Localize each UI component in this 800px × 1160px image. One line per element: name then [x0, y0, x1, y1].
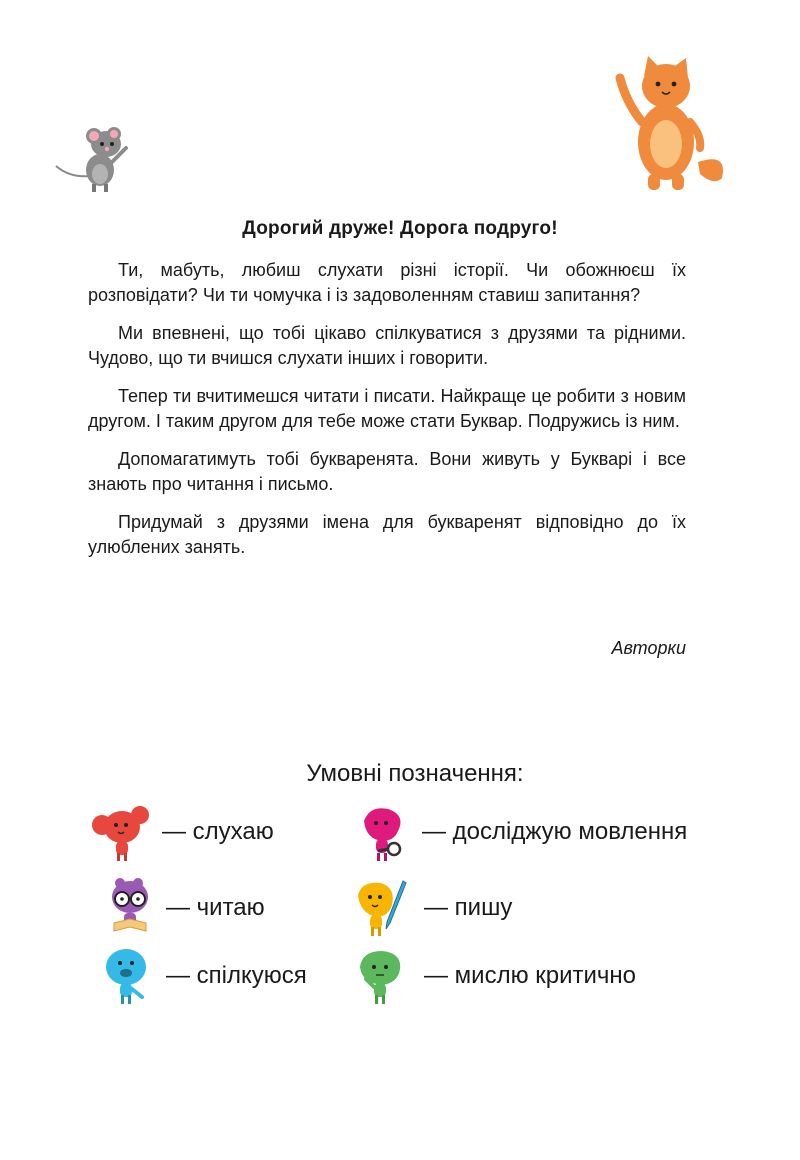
- yellow-character-pen-icon: [352, 877, 414, 939]
- paragraph: Допомагатимуть тобі букваренята. Вони живуть у Букварі і все знають про читання і письмо.: [88, 449, 686, 494]
- legend-label: — мислю критично: [424, 962, 637, 989]
- legend-title: Умовні позначення:: [306, 760, 524, 787]
- legend-item-think-critically: [352, 944, 636, 1008]
- purple-character-glasses-icon: [104, 877, 156, 939]
- legend-item-write: [352, 876, 512, 940]
- paragraph: Ми впевнені, що тобі цікаво спілкуватися з друзями та рідними. Чудово, що ти вчишся слухати інших і говорити.: [88, 323, 686, 368]
- green-character-think-icon: [352, 945, 414, 1007]
- orange-cat-icon: [610, 52, 732, 192]
- blue-character-talk-icon: [100, 945, 156, 1007]
- legend-item-read: [104, 876, 265, 940]
- legend-item-explore-speech: [350, 800, 687, 864]
- paragraph: Придумай з друзями імена для букваренят відповідно до їх улюблених занять.: [88, 512, 686, 557]
- signature: Авторки: [611, 638, 686, 658]
- legend-label: — досліджую мовлення: [422, 818, 688, 845]
- legend-label: — слухаю: [162, 818, 274, 845]
- paragraph: Ти, мабуть, любиш слухати різні історії. Чи обожнюєш їх розповідати? Чи ти чомучка і із задоволенням ставиш запитання?: [88, 260, 686, 305]
- paragraph: Тепер ти вчитимешся читати і писати. Найкраще це робити з новим другом. І таким другом для тебе може стати Буквар. Подружись із ним.: [88, 386, 686, 431]
- legend-item-communicate: [100, 944, 307, 1008]
- legend-label: — пишу: [424, 894, 513, 921]
- legend-item-listen: [90, 800, 274, 864]
- red-character-listen-icon: [90, 801, 152, 863]
- legend-label: — спілкуюся: [166, 962, 307, 989]
- letter-body: [88, 258, 686, 573]
- magenta-character-magnifier-icon: [350, 801, 412, 863]
- legend-label: — читаю: [166, 894, 265, 921]
- greeting-title: Дорогий друже! Дорога подруго!: [242, 218, 558, 239]
- grey-mouse-icon: [50, 118, 142, 194]
